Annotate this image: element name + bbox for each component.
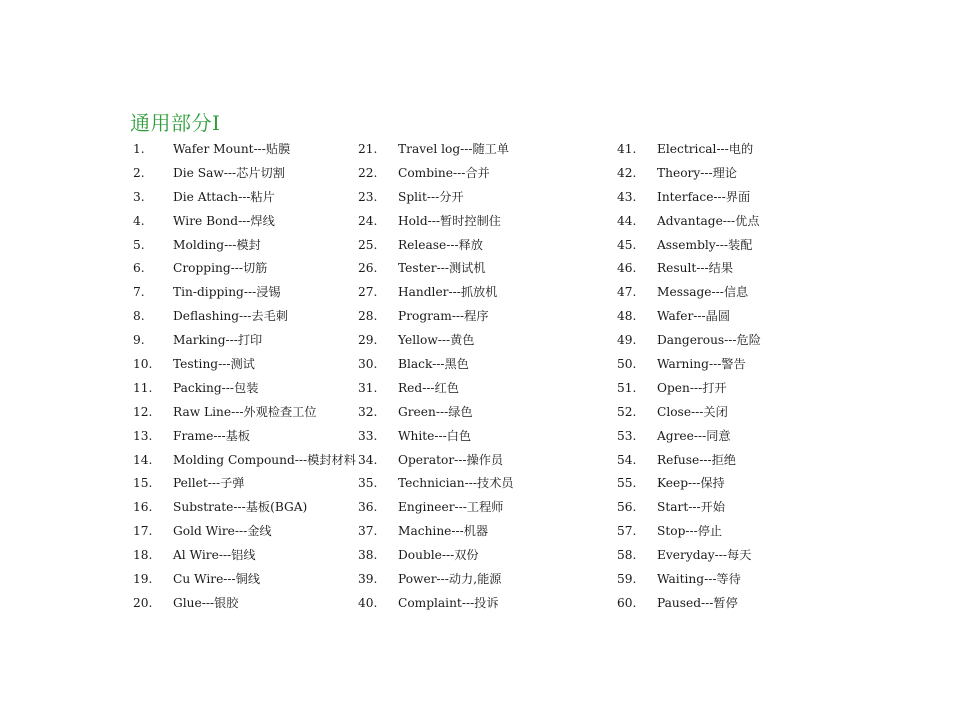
entry-number: 58. (617, 548, 637, 563)
glossary-entry (617, 544, 837, 568)
entry-number: 35. (358, 476, 378, 491)
glossary-entry (358, 329, 608, 353)
glossary-entry (358, 401, 608, 425)
entry-number: 24. (358, 213, 378, 228)
entry-number: 53. (617, 428, 637, 443)
entry-term: Travel log---随工单 (398, 142, 510, 156)
entry-term: Gold Wire---金线 (173, 524, 272, 539)
glossary-entry (617, 281, 837, 305)
glossary-entry (358, 234, 608, 258)
entry-term: Wafer Mount---贴膜 (173, 142, 291, 156)
entry-term: Stop---停止 (657, 524, 723, 539)
entry-term: Red---红色 (398, 380, 459, 395)
entry-term: Waiting---等待 (657, 572, 741, 587)
entry-number: 2. (133, 165, 145, 180)
glossary-entry (617, 449, 837, 473)
glossary-column-3 (617, 138, 837, 616)
entry-term: Result---结果 (657, 261, 734, 276)
entry-number: 37. (358, 524, 378, 539)
entry-term: Double---双份 (398, 548, 479, 563)
entry-number: 12. (133, 404, 153, 419)
entry-term: Electrical---电的 (657, 142, 754, 156)
glossary-entry (617, 234, 837, 258)
entry-number: 33. (358, 428, 378, 443)
entry-term: Power---动力,能源 (398, 572, 502, 587)
entry-term: Technician---技术员 (398, 476, 514, 491)
entry-number: 30. (358, 357, 378, 372)
entry-number: 27. (358, 285, 378, 300)
entry-number: 60. (617, 595, 637, 610)
entry-term: Interface---界面 (657, 189, 751, 204)
entry-number: 1. (133, 142, 145, 156)
entry-term: Warning---警告 (657, 357, 746, 372)
glossary-entry (617, 592, 837, 616)
entry-term: Message---信息 (657, 285, 749, 300)
entry-number: 16. (133, 500, 153, 515)
glossary-entry (133, 329, 363, 353)
glossary-entry (358, 496, 608, 520)
entry-term: Substrate---基板(BGA) (173, 500, 308, 515)
entry-term: Tester---测试机 (398, 261, 486, 276)
glossary-entry (133, 520, 363, 544)
entry-number: 15. (133, 476, 153, 491)
entry-term: Agree---同意 (657, 428, 731, 443)
entry-number: 51. (617, 380, 637, 395)
entry-term: Dangerous---危险 (657, 333, 761, 348)
glossary-entry (358, 544, 608, 568)
entry-term: Everyday---每天 (657, 548, 752, 563)
entry-number: 50. (617, 357, 637, 372)
glossary-entry (617, 138, 837, 162)
entry-term: Program---程序 (398, 309, 489, 324)
glossary-entry (617, 162, 837, 186)
entry-number: 20. (133, 595, 153, 610)
glossary-entry (133, 186, 363, 210)
entry-term: White---白色 (398, 428, 472, 443)
glossary-entry (358, 353, 608, 377)
entry-number: 6. (133, 261, 145, 276)
glossary-entry (358, 449, 608, 473)
entry-number: 40. (358, 595, 378, 610)
glossary-entry (617, 520, 837, 544)
entry-number: 4. (133, 213, 145, 228)
glossary-entry (133, 210, 363, 234)
glossary-entry (617, 353, 837, 377)
glossary-entry (617, 305, 837, 329)
glossary-entry (133, 257, 363, 281)
glossary-entry (133, 592, 363, 616)
page-title: 通用部分I (130, 111, 221, 135)
entry-term: Refuse---拒绝 (657, 452, 736, 467)
entry-term: Yellow---黄色 (398, 333, 475, 348)
entry-number: 31. (358, 380, 378, 395)
glossary-entry (133, 472, 363, 496)
entry-number: 10. (133, 357, 153, 372)
glossary-entry (133, 281, 363, 305)
entry-number: 57. (617, 524, 637, 539)
entry-term: Cropping---切筋 (173, 261, 268, 276)
entry-number: 28. (358, 309, 378, 324)
entry-term: Close---关闭 (657, 404, 728, 419)
entry-number: 26. (358, 261, 378, 276)
glossary-entry (358, 210, 608, 234)
glossary-entry (133, 234, 363, 258)
entry-term: Operator---操作员 (398, 452, 504, 467)
glossary-entry (358, 281, 608, 305)
glossary-entry (358, 592, 608, 616)
entry-term: Green---绿色 (398, 404, 473, 419)
entry-term: Machine---机器 (398, 524, 489, 539)
entry-number: 42. (617, 165, 637, 180)
entry-term: Theory---理论 (657, 165, 737, 180)
entry-number: 56. (617, 500, 637, 515)
entry-term: Handler---抓放机 (398, 285, 498, 300)
entry-number: 25. (358, 237, 378, 252)
entry-number: 19. (133, 572, 153, 587)
glossary-entry (358, 257, 608, 281)
entry-term: Raw Line---外观检查工位 (173, 404, 317, 419)
glossary-entry (358, 520, 608, 544)
entry-term: Deflashing---去毛刺 (173, 309, 288, 324)
glossary-entry (358, 305, 608, 329)
entry-term: Al Wire---铝线 (173, 548, 256, 563)
entry-number: 22. (358, 165, 378, 180)
entry-number: 44. (617, 213, 637, 228)
entry-number: 21. (358, 142, 378, 156)
entry-term: Frame---基板 (173, 428, 251, 443)
entry-number: 38. (358, 548, 378, 563)
entry-number: 54. (617, 452, 637, 467)
glossary-entry (617, 425, 837, 449)
entry-term: Start---开始 (657, 500, 725, 515)
entry-term: Tin-dipping---浸锡 (173, 285, 281, 300)
glossary-entry (133, 162, 363, 186)
entry-number: 34. (358, 452, 378, 467)
glossary-entry (617, 329, 837, 353)
entry-term: Marking---打印 (173, 333, 263, 348)
glossary-entry (358, 472, 608, 496)
entry-term: Cu Wire---铜线 (173, 572, 261, 587)
entry-number: 5. (133, 237, 145, 252)
glossary-entry (358, 138, 608, 162)
entry-term: Die Attach---粘片 (173, 189, 275, 204)
entry-term: Split---分开 (398, 189, 464, 204)
glossary-entry (358, 425, 608, 449)
entry-number: 55. (617, 476, 637, 491)
entry-number: 14. (133, 452, 153, 467)
glossary-entry (617, 186, 837, 210)
glossary-entry (617, 210, 837, 234)
entry-term: Assembly---装配 (657, 237, 753, 252)
glossary-column-1 (133, 138, 363, 616)
glossary-entry (358, 186, 608, 210)
entry-number: 47. (617, 285, 637, 300)
entry-term: Wafer---晶圆 (657, 309, 731, 324)
entry-number: 8. (133, 309, 145, 324)
glossary-entry (617, 568, 837, 592)
entry-term: Keep---保持 (657, 476, 725, 491)
entry-term: Advantage---优点 (657, 213, 760, 228)
entry-number: 3. (133, 189, 145, 204)
entry-term: Release---释放 (398, 237, 483, 252)
glossary-entry (358, 162, 608, 186)
glossary-entry (133, 353, 363, 377)
entry-term: Molding Compound---模封材料 (173, 452, 356, 467)
entry-number: 45. (617, 237, 637, 252)
glossary-entry (133, 401, 363, 425)
entry-term: Die Saw---芯片切割 (173, 165, 285, 180)
entry-number: 59. (617, 572, 637, 587)
glossary-entry (133, 568, 363, 592)
entry-number: 7. (133, 285, 145, 300)
entry-number: 29. (358, 333, 378, 348)
glossary-entry (133, 496, 363, 520)
entry-term: Complaint---投诉 (398, 595, 499, 610)
entry-number: 39. (358, 572, 378, 587)
entry-number: 46. (617, 261, 637, 276)
entry-term: Paused---暂停 (657, 595, 738, 610)
entry-term: Hold---暂时控制住 (398, 213, 501, 228)
glossary-entry (617, 496, 837, 520)
glossary-entry (358, 377, 608, 401)
entry-term: Combine---合并 (398, 165, 490, 180)
entry-number: 36. (358, 500, 378, 515)
entry-term: Molding---模封 (173, 237, 261, 252)
entry-number: 49. (617, 333, 637, 348)
entry-term: Wire Bond---焊线 (173, 213, 275, 228)
glossary-entry (133, 305, 363, 329)
entry-number: 13. (133, 428, 153, 443)
entry-term: Testing---测试 (173, 357, 255, 372)
glossary-entry (358, 568, 608, 592)
glossary-entry (617, 401, 837, 425)
entry-number: 52. (617, 404, 637, 419)
entry-number: 18. (133, 548, 153, 563)
glossary-entry (133, 138, 363, 162)
entry-number: 32. (358, 404, 378, 419)
glossary-entry (617, 377, 837, 401)
entry-term: Black---黑色 (398, 357, 469, 372)
glossary-column-2 (358, 138, 608, 616)
entry-number: 48. (617, 309, 637, 324)
entry-number: 41. (617, 142, 637, 156)
entry-term: Packing---包装 (173, 380, 259, 395)
glossary-entry (133, 425, 363, 449)
glossary-entry (133, 377, 363, 401)
entry-number: 23. (358, 189, 378, 204)
entry-term: Open---打开 (657, 380, 727, 395)
glossary-entry (617, 472, 837, 496)
entry-number: 9. (133, 333, 145, 348)
entry-number: 17. (133, 524, 153, 539)
entry-term: Engineer---工程师 (398, 500, 504, 515)
entry-number: 43. (617, 189, 637, 204)
entry-term: Pellet---子弹 (173, 476, 245, 491)
entry-term: Glue---银胶 (173, 595, 239, 610)
glossary-entry (617, 257, 837, 281)
glossary-entry (133, 544, 363, 568)
glossary-entry (133, 449, 363, 473)
entry-number: 11. (133, 380, 153, 395)
